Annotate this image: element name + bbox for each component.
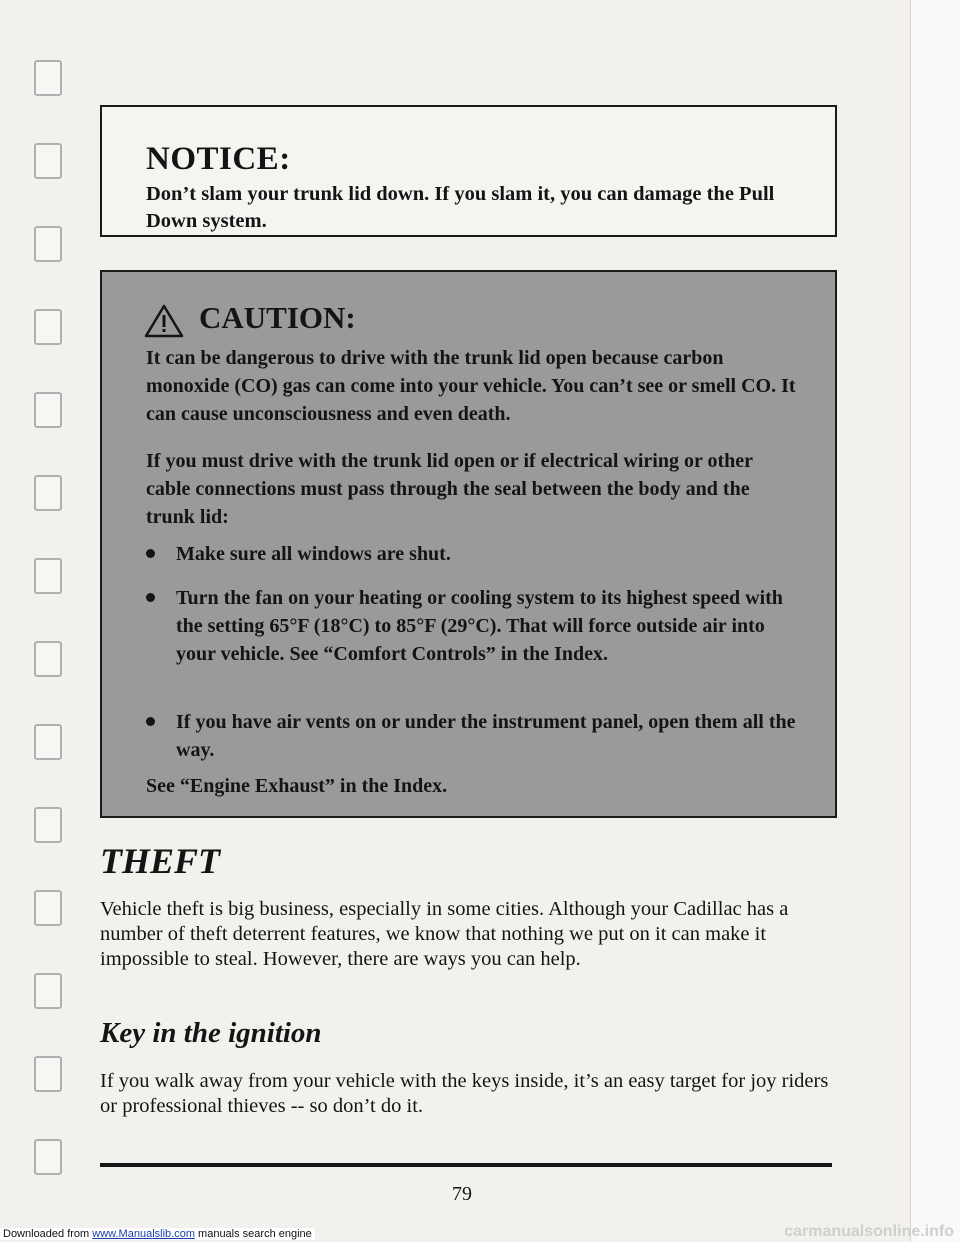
caution-paragraph: If you must drive with the trunk lid open or if electrical wiring or other cable connections must pass through the seal between the body and the trunk lid: — [146, 450, 753, 528]
binder-hole — [34, 392, 62, 428]
notice-text: Don’t slam your trunk lid down. If you slam it, you can damage the Pull Down system. — [146, 183, 775, 232]
key-paragraph: If you walk away from your vehicle with the keys inside, it’s an easy target for joy riders or professional thieves -- so don’t do it. — [100, 1070, 829, 1117]
binder-hole — [34, 60, 62, 96]
caution-bullet-text: Turn the fan on your heating or cooling system to its highest speed with the setting 65°F (18°C) to 85°F (29°C). That will force outside air into your vehicle. See “Comfort Controls” in the Index. — [176, 587, 783, 665]
binder-hole — [34, 475, 62, 511]
caution-paragraph: It can be dangerous to drive with the trunk lid open because carbon monoxide (CO) gas can come into your vehicle. You can’t see or smell CO. It can cause unconsciousness and even death. — [146, 347, 796, 425]
footer-rule — [100, 1163, 832, 1167]
caution-bullet — [176, 540, 796, 568]
caution-see-also: See “Engine Exhaust” in the Index. — [146, 775, 448, 797]
footer-suffix: manuals search engine — [194, 1228, 312, 1240]
manualslib-link[interactable]: www.Manualslib.com — [92, 1228, 195, 1240]
binder-hole — [34, 890, 62, 926]
binder-hole — [34, 807, 62, 843]
page-number: 79 — [452, 1183, 472, 1205]
binder-hole — [34, 973, 62, 1009]
notice-title: NOTICE: — [146, 141, 291, 177]
notice-box — [100, 105, 837, 237]
caution-bullet-text: If you have air vents on or under the instrument panel, open them all the way. — [176, 711, 796, 761]
caution-title: CAUTION: — [199, 300, 356, 335]
binder-hole — [34, 641, 62, 677]
binder-hole — [34, 143, 62, 179]
binder-hole — [34, 1139, 62, 1175]
bullet-dot-icon — [146, 593, 155, 602]
binder-hole — [34, 1056, 62, 1092]
caution-bullet — [176, 708, 796, 764]
section-heading-theft: THEFT — [100, 841, 221, 881]
binder-hole — [34, 309, 62, 345]
caution-bullet — [176, 584, 796, 668]
caution-box — [100, 270, 837, 818]
watermark: carmanualsonline.info — [784, 1223, 954, 1240]
caution-bullet-text: Make sure all windows are shut. — [176, 543, 451, 565]
binder-hole — [34, 724, 62, 760]
page-edge — [910, 0, 960, 1242]
theft-paragraph: Vehicle theft is big business, especially in some cities. Although your Cadillac has a number of theft deterrent features, we know that nothing we put on it can make it impossible to steal. However, there are ways you can help. — [100, 898, 789, 970]
subsection-heading-key: Key in the ignition — [100, 1017, 322, 1049]
binder-hole — [34, 558, 62, 594]
bullet-dot-icon — [146, 717, 155, 726]
download-footer — [0, 1228, 315, 1240]
footer-prefix: Downloaded from — [3, 1228, 93, 1240]
warning-triangle-icon — [144, 304, 184, 338]
bullet-dot-icon — [146, 549, 155, 558]
binder-hole — [34, 226, 62, 262]
